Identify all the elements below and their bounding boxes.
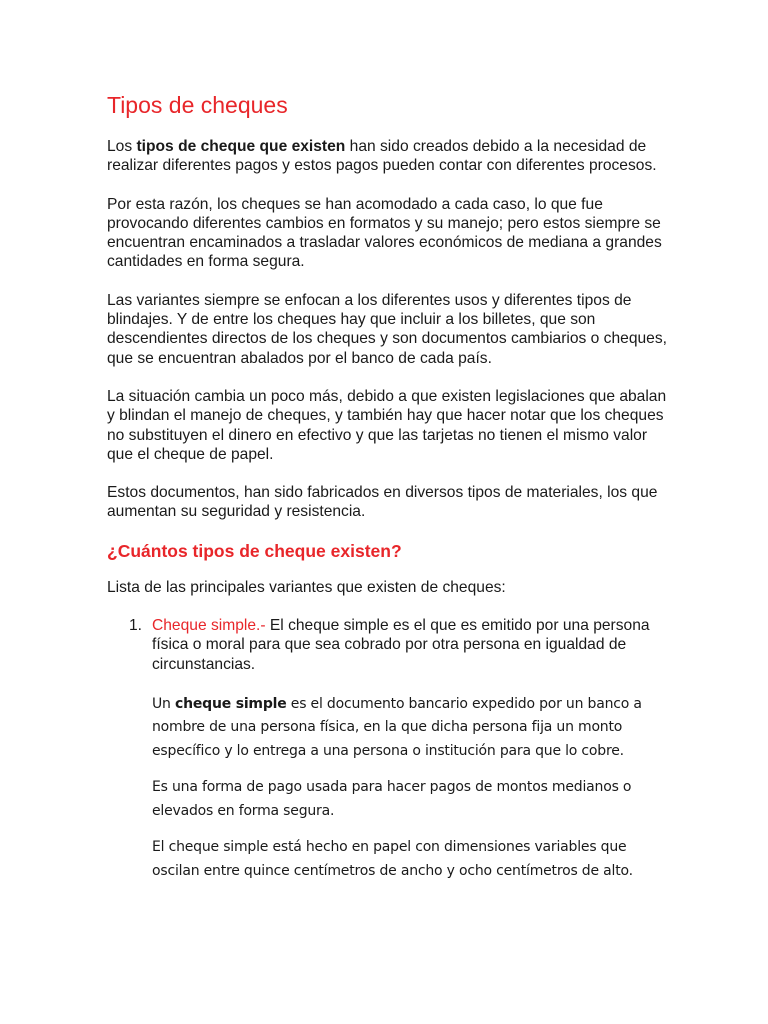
paragraph-intro-pre: Los: [107, 138, 137, 155]
paragraph-intro: [107, 137, 667, 176]
cheque-simple-details: [152, 693, 667, 883]
paragraph-3: Las variantes siempre se enfocan a los diferentes usos y diferentes tipos de blindajes. Y de entre los cheques hay que incluir a los billetes, que son descendientes directos de los cheques y son documentos cambiarios o cheques, que se encuentran abalados por el banco de cada país.: [107, 291, 667, 367]
detail-paragraph-1-bold: cheque simple: [174, 695, 287, 712]
detail-paragraph-3: El cheque simple está hecho en papel con dimensiones variables que oscilan entre quince centímetros de ancho y ocho centímetros de alto.: [152, 839, 633, 879]
section-heading: ¿Cuántos tipos de cheque existen?: [107, 540, 402, 561]
cheque-types-list: [107, 616, 667, 674]
paragraph-list-intro: Lista de las principales variantes que existen de cheques:: [107, 578, 506, 596]
detail-paragraph-1-pre: Un: [152, 695, 175, 712]
detail-paragraph-1: [152, 693, 667, 763]
list-item-text: El cheque simple es el que es emitido por una persona física o moral para que sea cobrado por otra persona en igualdad de circunstancias.: [152, 617, 650, 673]
page-title: Tipos de cheques: [107, 92, 288, 118]
document-content: [107, 92, 667, 897]
paragraph-2: Por esta razón, los cheques se han acomodado a cada caso, lo que fue provocando diferentes cambios en formatos y su manejo; pero estos siempre se encuentran encaminados a trasladar valores económicos de mediana a grandes cantidades en forma segura.: [107, 195, 662, 271]
paragraph-4: La situación cambia un poco más, debido a que existen legislaciones que abalan y blindan el manejo de cheques, y también hay que hacer notar que los cheques no substituyen el dinero en efectivo y que las tarjetas no tienen el mismo valor que el cheque de papel.: [107, 387, 667, 463]
list-item-term: Cheque simple.-: [152, 617, 266, 635]
paragraph-intro-post: han sido creados debido a la necesidad de realizar diferentes pagos y estos pagos pueden contar con diferentes procesos.: [107, 138, 657, 175]
list-item: [107, 616, 667, 674]
detail-paragraph-2: Es una forma de pago usada para hacer pagos de montos medianos o elevados en forma segura.: [152, 779, 632, 819]
detail-paragraph-1-post: es el documento bancario expedido por un banco a nombre de una persona física, en la que dicha persona fija un monto específico y lo entrega a una persona o institución para que lo cobre.: [152, 695, 642, 759]
paragraph-5: Estos documentos, han sido fabricados en diversos tipos de materiales, los que aumentan su seguridad y resistencia.: [107, 484, 658, 521]
list-item-number: 1.: [129, 617, 143, 635]
paragraph-intro-bold: tipos de cheque que existen: [136, 138, 346, 155]
